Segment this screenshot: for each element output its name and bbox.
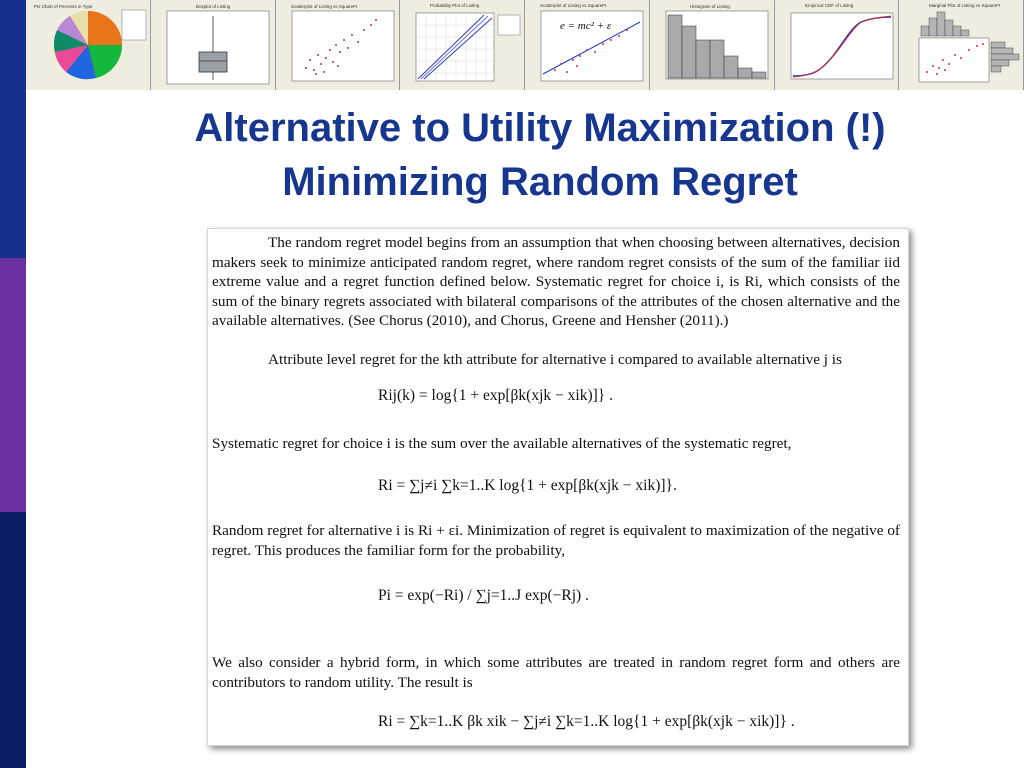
thumbnail-probability-plot [400, 0, 525, 90]
fitted-scatterplot-graphic [525, 0, 649, 90]
accent-bar-top [0, 0, 26, 258]
thumb-caption: Empirical CDF of Listing [804, 3, 853, 8]
marginal-plot-graphic [899, 0, 1023, 90]
equation-hybrid: Ri = ∑k=1..K βk xik − ∑j≠i ∑k=1..K log{1 + exp[βk(xjk − xik)]} . [378, 713, 795, 730]
accent-bar-bottom [0, 512, 26, 768]
thumb-caption: Scatterplot of Listing vs SquareFt [290, 4, 357, 9]
left-accent-bar [0, 0, 26, 768]
thumb-caption: Scatterplot of Listing vs SquareFt [540, 3, 607, 8]
equation-systematic-regret: Ri = ∑j≠i ∑k=1..K log{1 + exp[βk(xjk − xik)]}. [378, 477, 677, 494]
thumbnail-strip [26, 0, 1024, 90]
thumb-caption: Probability Plot of Listing [430, 3, 480, 8]
excerpt-paragraph-random-regret: Random regret for alternative i is Ri + εi. Minimization of regret is equivalent to maximization of the negative of regret. This produces the familiar form for the probability, [212, 522, 900, 559]
thumb-formula: e = mc² + ε [560, 20, 612, 32]
excerpt-paragraph-systematic-regret: Systematic regret for choice i is the sum over the available alternatives of the systematic regret, [212, 435, 792, 452]
pie-chart-graphic [26, 0, 150, 90]
thumbnail-scatterplot [276, 0, 401, 90]
excerpt-paragraph-intro: The random regret model begins from an assumption that when choosing between alternatives, decision makers seek to minimize anticipated random regret, where random regret consists of the sum of the familiar iid extreme value and a regret function defined below. Systematic regret for choice i, is Ri, which consists of the sum of the binary regrets associated with bilateral comparisons of the attributes of the chosen alternative and the available alternatives. (See Chorus (2010), and Chorus, Greene and Hensher (2011).) [212, 234, 900, 329]
scatterplot-graphic [276, 0, 400, 90]
excerpt-paragraph-attribute-regret: Attribute level regret for the kth attribute for alternative i compared to available alternative j is [268, 351, 842, 368]
boxplot-graphic [151, 0, 275, 90]
thumb-caption: Pie Chart of Percents in Type [34, 4, 93, 9]
thumbnail-empirical-cdf [775, 0, 900, 90]
thumbnail-histogram [650, 0, 775, 90]
probability-plot-graphic [400, 0, 524, 90]
slide-title-line-2: Minimizing Random Regret [282, 160, 798, 204]
thumb-caption: Marginal Plot of Listing vs SquareFt [929, 3, 1001, 8]
thumbnail-pie-chart [26, 0, 151, 90]
histogram-graphic [650, 0, 774, 90]
slide-title-line-1: Alternative to Utility Maximization (!) [194, 106, 886, 150]
paper-excerpt-image [207, 228, 909, 746]
equation-attribute-regret: Rij(k) = log{1 + exp[βk(xjk − xik)]} . [378, 387, 613, 404]
thumbnail-fitted-scatterplot [525, 0, 650, 90]
thumb-caption: Boxplot of Listing [195, 4, 231, 9]
thumbnail-marginal-plot [899, 0, 1024, 90]
equation-probability: Pi = exp(−Ri) / ∑j=1..J exp(−Rj) . [378, 587, 589, 604]
empirical-cdf-graphic [775, 0, 899, 90]
thumb-caption: Histogram of Listing [689, 4, 730, 9]
excerpt-paragraph-hybrid: We also consider a hybrid form, in which some attributes are treated in random regret form and others are contributors to random utility. The result is [212, 654, 900, 691]
accent-bar-middle [0, 258, 26, 512]
thumbnail-boxplot [151, 0, 276, 90]
